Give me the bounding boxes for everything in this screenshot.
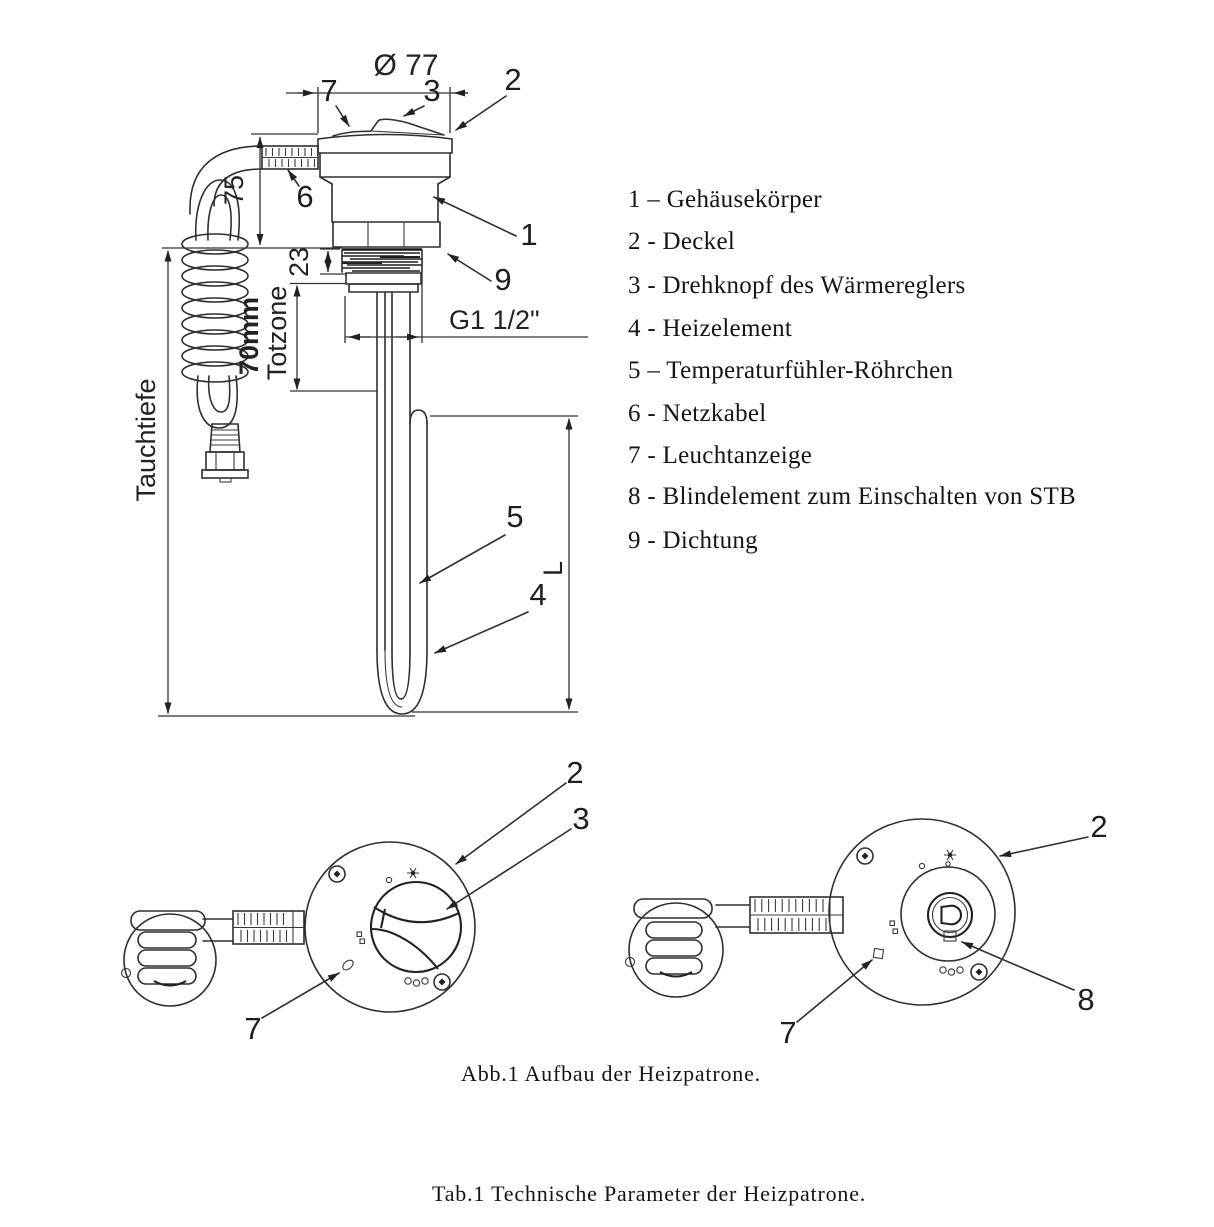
- heating-element-drawing: [377, 292, 427, 714]
- dim-diameter: [286, 49, 468, 133]
- frost-symbol-icon: [944, 850, 956, 866]
- dim-thread-size: [345, 272, 588, 343]
- legend-item-2: 2 - Deckel: [628, 228, 736, 255]
- dim-element-length-label: L: [538, 560, 568, 576]
- legend-item-5: 5 – Temperaturfühler-Röhrchen: [628, 357, 954, 384]
- dim-head-height-label: 75: [219, 174, 249, 206]
- legend-item-4: 4 - Heizelement: [628, 315, 793, 342]
- housing-body-drawing: [318, 119, 452, 292]
- cable-and-plug-left-view: [122, 911, 305, 1006]
- callout-1-gehaeusekoerper: 1: [520, 217, 538, 252]
- table-caption: Tab.1 Technische Parameter der Heizpatrone.: [432, 1181, 867, 1206]
- callout-right-2-deckel: 2: [1090, 809, 1108, 844]
- callout-7-leuchtanzeige: 7: [320, 73, 338, 108]
- legend-item-8: 8 - Blindelement zum Einschalten von STB: [628, 483, 1077, 510]
- callout-right-7-leuchtanzeige: 7: [779, 1015, 797, 1050]
- cable-and-plug-right-view: [626, 897, 844, 997]
- callout-left-3-drehknopf: 3: [572, 801, 590, 836]
- dim-immersion-depth-label: Tauchtiefe: [131, 378, 161, 502]
- dim-element-length: [412, 416, 578, 712]
- dim-diameter-label: Ø 77: [373, 49, 439, 82]
- dim-deadzone-label: Totzone: [262, 285, 292, 381]
- callout-left-7-leuchtanzeige: 7: [244, 1011, 262, 1046]
- dim-thread-length: [284, 247, 347, 277]
- dim-thread-length-label: 23: [284, 246, 314, 278]
- main-view-callouts: [288, 62, 547, 653]
- frost-symbol-icon: [407, 868, 419, 878]
- bottom-view-without-knob: [626, 809, 1108, 1050]
- indicator-light-icon: [341, 958, 355, 972]
- main-section-view: [131, 49, 588, 716]
- callout-left-2-deckel: 2: [566, 755, 584, 790]
- blind-element-icon: [942, 906, 962, 925]
- legend-item-9: 9 - Dichtung: [628, 527, 758, 554]
- dim-thread-size-label: G1 1/2": [449, 305, 540, 335]
- legend-item-6: 6 - Netzkabel: [628, 400, 767, 427]
- callout-6-netzkabel: 6: [296, 179, 314, 214]
- legend-item-1: 1 – Gehäusekörper: [628, 186, 822, 213]
- indicator-light-icon: [873, 948, 883, 958]
- dim-deadzone-value: 70mm: [234, 296, 264, 376]
- callout-right-8-blindelement: 8: [1077, 982, 1095, 1017]
- callout-2-deckel: 2: [504, 62, 522, 97]
- bottom-view-with-knob: [122, 755, 590, 1046]
- callout-5-temperaturfuehler: 5: [506, 499, 524, 534]
- legend-item-7: 7 - Leuchtanzeige: [628, 442, 813, 469]
- callout-9-dichtung: 9: [494, 262, 512, 297]
- legend-item-3: 3 - Drehknopf des Wärmereglers: [628, 272, 966, 299]
- callout-4-heizelement: 4: [529, 577, 547, 612]
- callout-3-drehknopf: 3: [423, 73, 441, 108]
- figure-caption: Abb.1 Aufbau der Heizpatrone.: [461, 1061, 761, 1086]
